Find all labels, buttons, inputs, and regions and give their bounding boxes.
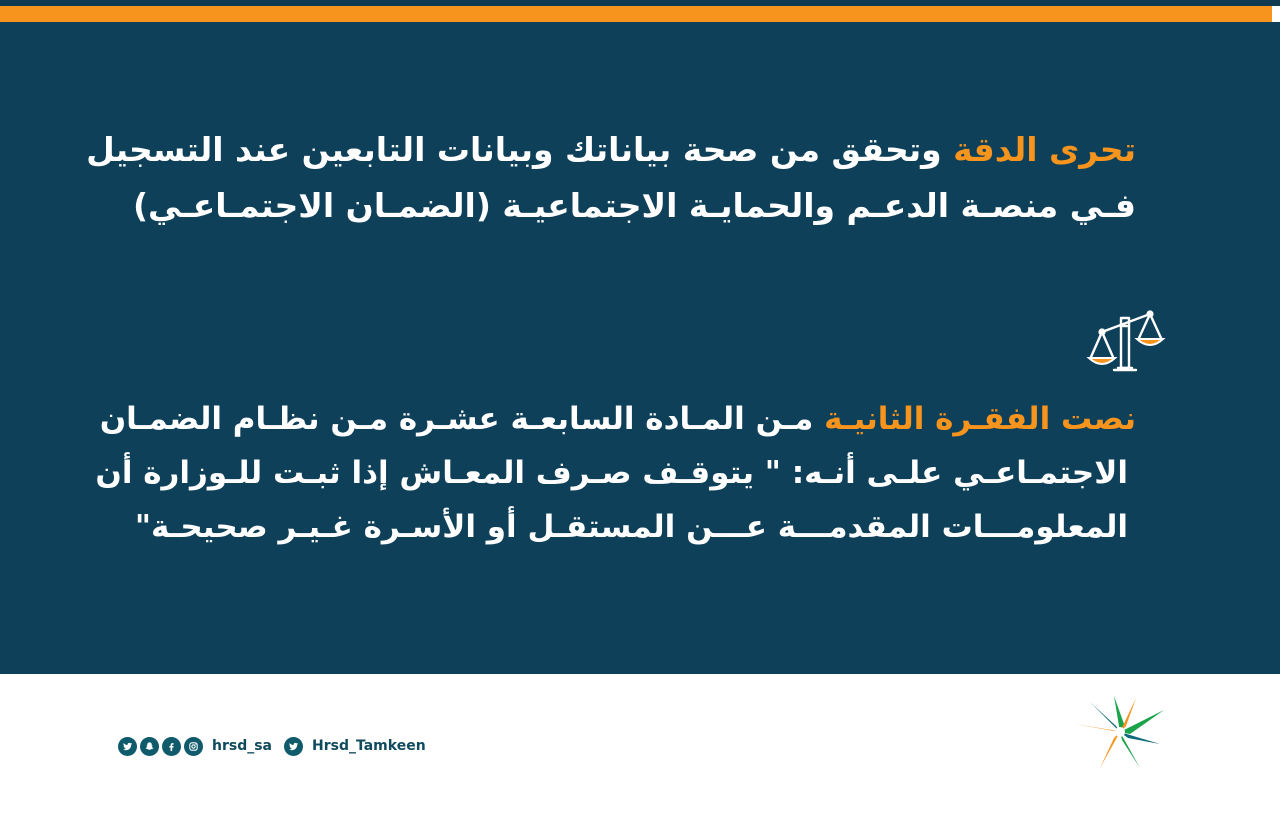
accuracy-notice-line-2: فـي منصـة الدعـم والحمايـة الاجتماعيـة (الضمـان الاجتمـاعـي) xyxy=(132,186,1136,225)
facebook-icon[interactable] xyxy=(162,737,181,756)
accuracy-notice xyxy=(86,122,1136,234)
twitter-icon[interactable] xyxy=(118,737,137,756)
social-links xyxy=(118,734,438,758)
legal-notice-line-2: الاجتمـاعـي علـى أنـه: " يتوقـف صـرف المعـاش إذا ثبـت للـوزارة أن xyxy=(95,455,1128,491)
legal-article-notice xyxy=(95,392,1136,554)
legal-highlight: نصت الفقـرة الثانيـة xyxy=(824,401,1136,437)
legal-notice-line-3: المعلومـــات المقدمـــة عـــن المستقـل أو الأسـرة غـيـر صحيحـة" xyxy=(134,509,1128,545)
handle-hrsd-sa[interactable]: hrsd_sa xyxy=(212,738,273,754)
twitter-icon[interactable] xyxy=(284,737,303,756)
legal-notice-line-1 xyxy=(99,392,1136,446)
accuracy-notice-line-1 xyxy=(86,122,1136,178)
accuracy-highlight: تحرى الدقة xyxy=(953,130,1136,169)
instagram-icon[interactable] xyxy=(184,737,203,756)
hrsd-logo xyxy=(1070,694,1166,770)
top-accent-bar xyxy=(0,6,1272,22)
legal-line-1-text: مـن المـادة السابعـة عشـرة مـن نظـام الضمـان xyxy=(99,401,825,437)
handle-hrsd-tamkeen[interactable]: Hrsd_Tamkeen xyxy=(312,738,426,754)
accuracy-line-1-text: وتحقق من صحة بياناتك وبيانات التابعين عند التسجيل xyxy=(86,130,954,169)
balance-scale-icon xyxy=(1086,306,1166,378)
snapchat-icon[interactable] xyxy=(140,737,159,756)
